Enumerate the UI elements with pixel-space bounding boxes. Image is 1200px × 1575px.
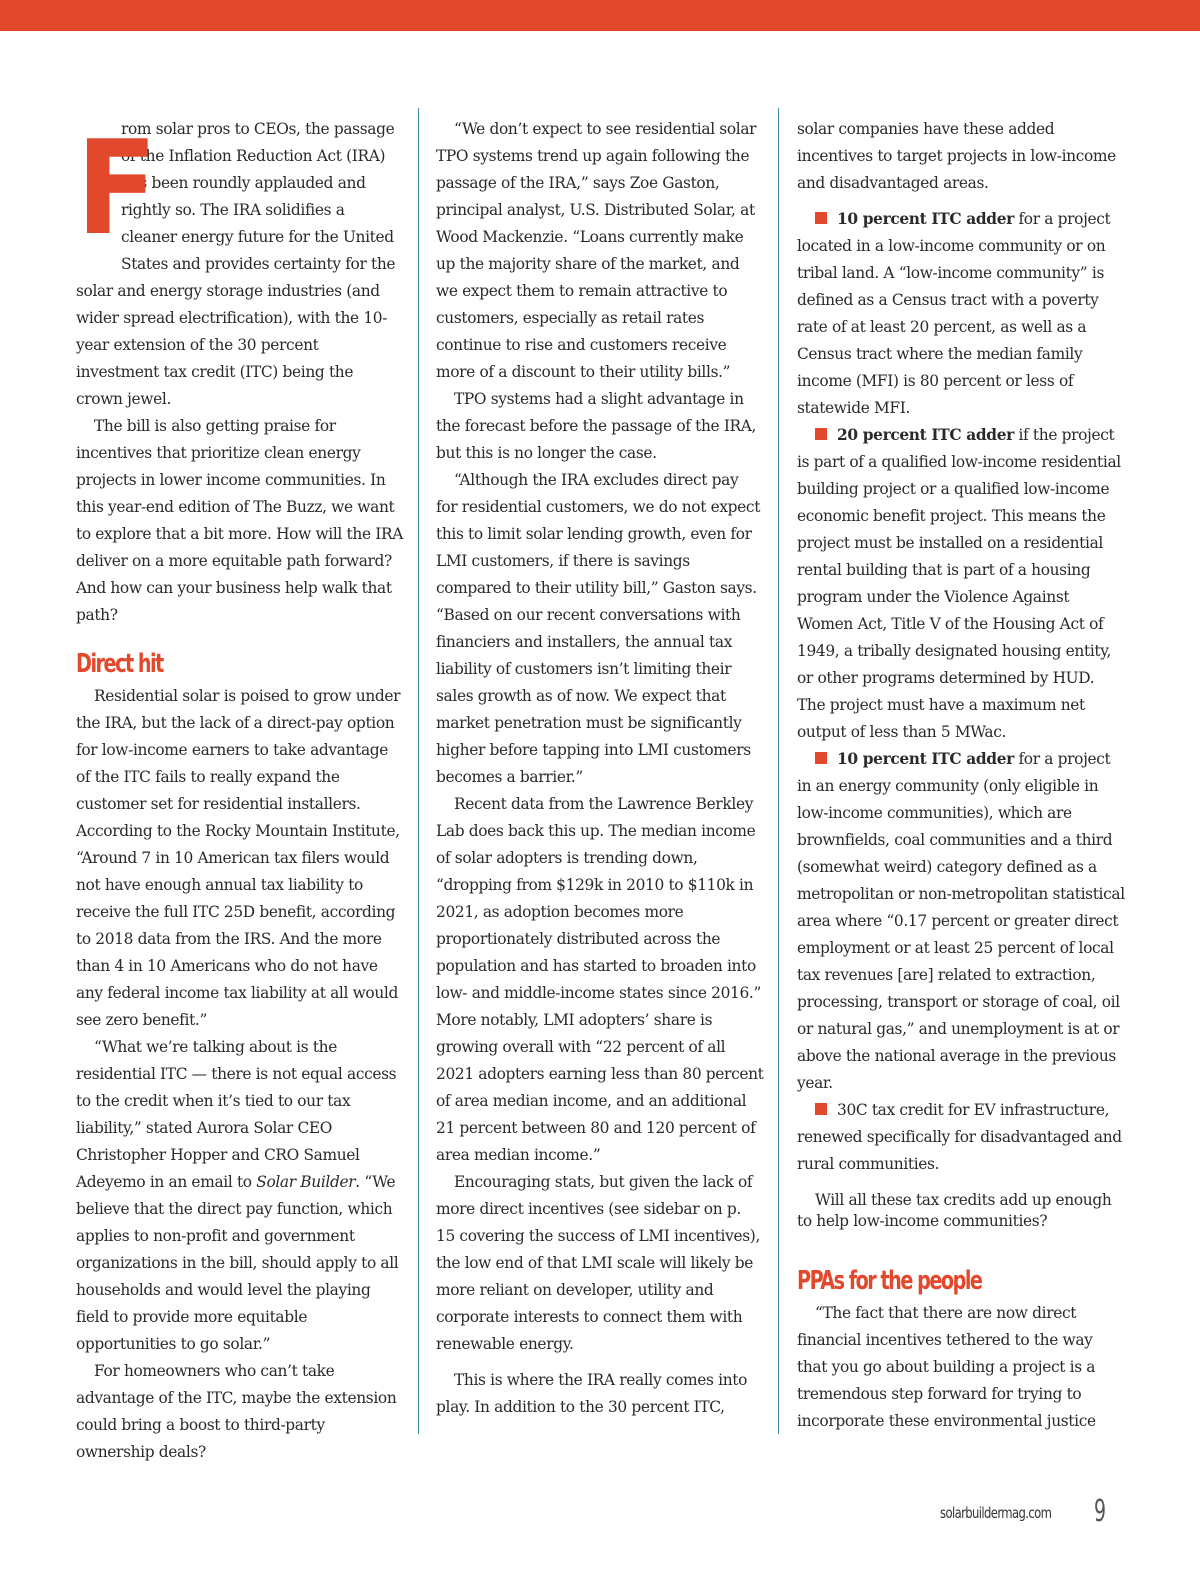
drop-cap: F <box>76 112 158 264</box>
paragraph: For homeowners who can’t take advantage of the ITC, maybe the extension could bring a boost to third-party ownership deals? <box>76 1362 397 1461</box>
quote-text: “What we’re talking about is the residential ITC — there is not equal access to the credit when it’s tied to our tax liability,” stated Aurora Solar CEO Christopher Hopper and CRO Samuel Adeyemo in an email to <box>76 1038 397 1191</box>
paragraph: The bill is also getting praise for incentives that prioritize clean energy projects in lower income communities. In this year-end edition of The Buzz, we want to explore that a bit more. How will the IRA deliver on a more equitable path forward? And how can your business help walk that path? <box>76 417 403 624</box>
intro-text: rom solar pros to CEOs, the passage of the Inflation Reduction Act (IRA) has been roundly applauded and rightly so. The IRA solidifies a cleaner energy future for the United States and provides certainty for the solar and energy storage industries (and wider spread electrification), with the 10-year extension of the 30 percent investment tax credit (ITC) being the crown jewel. <box>76 120 396 408</box>
quote-text-cont: . “We believe that the direct pay function, which applies to non-profit and government organizations in the bill, should apply to all households and would level the playing field to provide more equitable opportunities to go solar.” <box>76 1173 399 1353</box>
column-divider <box>418 108 419 1434</box>
paragraph: “We don’t expect to see residential solar TPO systems trend up again following the passage of the IRA,” says Zoe Gaston, principal analyst, U.S. Distributed Solar, at Wood Mackenzie. “Loans currently make up the majority share of the market, and we expect them to remain attractive to customers, especially as retail rates continue to rise and customers receive more of a discount to their utility bills.” <box>436 120 757 381</box>
bullet-bold-label: 10 percent ITC adder <box>837 210 1014 228</box>
bullet-text: if the project is part of a qualified low-income residential building project or a qualified low-income economic benefit project. This means the project must be installed on a residential rental building that is part of a housing program under the Violence Against Women Act, Title V of the Housing Act of 1949, a tribally designated housing entity, or other programs determined by HUD. The project must have a maximum net output of less than 5 MWac. <box>797 426 1121 741</box>
paragraph: “Although the IRA excludes direct pay for residential customers, we do not expect this to limit solar lending growth, even for LMI customers, if there is savings compared to their utility bill,” Gaston says. “Based on our recent conversations with financiers and installers, the annual tax liability of customers isn’t limiting their sales growth as of now. We expect that market penetration must be significantly higher before tapping into LMI customers becomes a barrier.” <box>436 471 761 786</box>
column-divider <box>778 108 779 1434</box>
bullet-item <box>797 206 1127 422</box>
bullet-item <box>797 422 1127 746</box>
page-footer <box>940 1496 1110 1528</box>
paragraph: Recent data from the Lawrence Berkley Lab does back this up. The median income of solar adopters is trending down, “dropping from $129k in 2010 to $110k in 2021, as adoption becomes more proportionately distributed across the population and has started to broaden into low- and middle-income states since 2016.” More notably, LMI adopters’ share is growing overall with “22 percent of all 2021 adopters earning less than 80 percent of area median income, and an additional 21 percent between 80 and 120 percent of area median income.” <box>436 795 764 1164</box>
bullet-text: 30C tax credit for EV infrastructure, renewed specifically for disadvantaged and rural communities. <box>797 1101 1122 1173</box>
paragraph: This is where the IRA really comes into play. In addition to the 30 percent ITC, <box>436 1371 748 1416</box>
square-bullet-icon <box>815 752 827 764</box>
square-bullet-icon <box>815 212 827 224</box>
paragraph: solar companies have these added incentives to target projects in low-income and disadvantaged areas. <box>797 120 1116 192</box>
top-color-bar <box>0 0 1200 31</box>
article-column-2 <box>436 116 764 1421</box>
section-heading-ppas: PPAs for the people <box>797 1266 982 1296</box>
bullet-text: for a project located in a low-income community or on tribal land. A “low-income community” is defined as a Census tract with a poverty rate of at least 20 percent, as well as a Census tract where the median family income (MFI) is 80 percent or less of statewide MFI. <box>797 210 1111 417</box>
page-number: 9 <box>1094 1494 1107 1529</box>
bullet-item <box>797 1097 1127 1178</box>
website-url: solarbuildermag.com <box>940 1504 1052 1522</box>
square-bullet-icon <box>815 1103 827 1115</box>
paragraph: Encouraging stats, but given the lack of more direct incentives (see sidebar on p. 15 covering the success of LMI incentives), the low end of that LMI scale will likely be more reliant on developer, utility and corporate interests to connect them with renewable energy. <box>436 1173 760 1353</box>
square-bullet-icon <box>815 428 827 440</box>
intro-paragraph <box>76 112 404 413</box>
article-column-3 <box>797 116 1127 1435</box>
paragraph: “The fact that there are now direct financial incentives tethered to the way that you go about building a project is a tremendous step forward for trying to incorporate these environmental justice <box>797 1304 1096 1430</box>
publication-name: Solar Builder <box>256 1173 356 1191</box>
bullet-bold-label: 20 percent ITC adder <box>837 426 1014 444</box>
paragraph: TPO systems had a slight advantage in the forecast before the passage of the IRA, but this is no longer the case. <box>436 390 757 462</box>
bullet-item <box>797 746 1127 1097</box>
article-column-1 <box>76 112 404 1466</box>
bullet-text: for a project in an energy community (only eligible in low-income communities), which are brownfields, coal communities and a third (somewhat weird) category defined as a metropolitan or non-metropolitan statistical area where “0.17 percent or greater direct employment or at least 25 percent of local tax revenues [are] related to extraction, processing, transport or storage of coal, oil or natural gas,” and unemployment is at or above the national average in the previous year. <box>797 750 1125 1092</box>
paragraph: Residential solar is poised to grow under the IRA, but the lack of a direct-pay option for low-income earners to take advantage of the ITC fails to really expand the customer set for residential installers. According to the Rocky Mountain Institute, “Around 7 in 10 American tax filers would not have enough annual tax liability to receive the full ITC 25D benefit, according to 2018 data from the IRS. And the more than 4 in 10 Americans who do not have any federal income tax liability at all would see zero benefit.” <box>76 687 401 1029</box>
paragraph-quote <box>76 1034 404 1358</box>
bullet-bold-label: 10 percent ITC adder <box>837 750 1014 768</box>
section-heading-direct-hit: Direct hit <box>76 649 163 679</box>
closing-question: Will all these tax credits add up enough to help low-income communities? <box>797 1191 1112 1230</box>
